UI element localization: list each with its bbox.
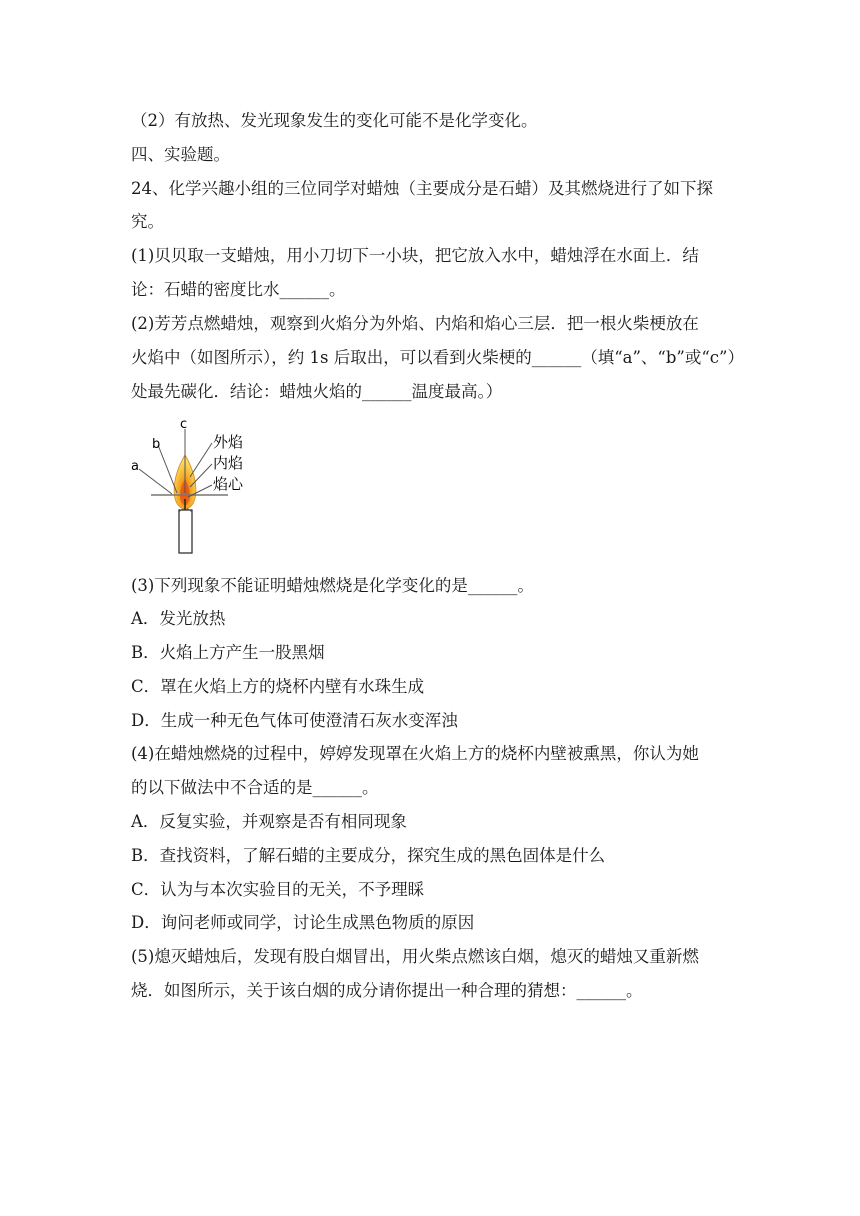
subquestion-5: (5)熄灭蜡烛后，发现有股白烟冒出，用火柴点燃该白烟，熄灭的蜡烛又重新燃 — [131, 947, 699, 966]
subquestion-2-cont2: 处最先碳化．结论：蜡烛火焰的______温度最高。） — [131, 382, 503, 401]
subquestion-1-cont: 论：石蜡的密度比水______。 — [131, 280, 346, 299]
option-4b: B．查找资料，了解石蜡的主要成分，探究生成的黑色固体是什么 — [131, 846, 606, 865]
question-24-intro-cont: 究。 — [131, 212, 164, 231]
subquestion-1: (1)贝贝取一支蜡烛，用小刀切下一小块，把它放入水中，蜡烛浮在水面上．结 — [131, 246, 699, 265]
candle-flame-figure — [128, 417, 253, 557]
label-flame-core: 焰心 — [213, 475, 244, 493]
option-4c: C．认为与本次实验目的无关，不予理睬 — [131, 880, 425, 899]
label-c: c — [180, 417, 188, 432]
label-a: a — [131, 459, 139, 474]
question-24-intro: 24、化学兴趣小组的三位同学对蜡烛（主要成分是石蜡）及其燃烧进行了如下探 — [131, 179, 713, 198]
option-3d: D．生成一种无色气体可使澄清石灰水变浑浊 — [131, 711, 458, 730]
option-4d: D．询问老师或同学，讨论生成黑色物质的原因 — [131, 913, 475, 932]
section-heading: 四、实验题。 — [131, 145, 230, 164]
option-3a: A．发光放热 — [131, 609, 226, 628]
label-inner-flame: 内焰 — [213, 454, 244, 472]
subquestion-5-cont: 烧．如图所示，关于该白烟的成分请你提出一种合理的猜想：______。 — [131, 981, 643, 1000]
subquestion-2-cont: 火焰中（如图所示），约 1s 后取出，可以看到火柴梗的______（填“a”、“b”或“c”） — [131, 348, 744, 367]
subquestion-3: (3)下列现象不能证明蜡烛燃烧是化学变化的是______。 — [131, 576, 534, 595]
subquestion-4-cont: 的以下做法中不合适的是______。 — [131, 778, 379, 797]
label-b: b — [152, 437, 161, 452]
option-3c: C．罩在火焰上方的烧杯内壁有水珠生成 — [131, 677, 425, 696]
subquestion-4: (4)在蜡烛燃烧的过程中，婷婷发现罩在火焰上方的烧杯内壁被熏黑，你认为她 — [131, 744, 699, 763]
option-3b: B．火焰上方产生一股黑烟 — [131, 643, 325, 662]
candle-body — [179, 510, 192, 553]
label-outer-flame: 外焰 — [213, 433, 244, 451]
option-4a: A．反复实验，并观察是否有相同现象 — [131, 812, 407, 831]
subquestion-2: (2)芳芳点燃蜡烛，观察到火焰分为外焰、内焰和焰心三层．把一根火柴梗放在 — [131, 314, 699, 333]
text-line-q2-note: （2）有放热、发光现象发生的变化可能不是化学变化。 — [131, 111, 538, 130]
